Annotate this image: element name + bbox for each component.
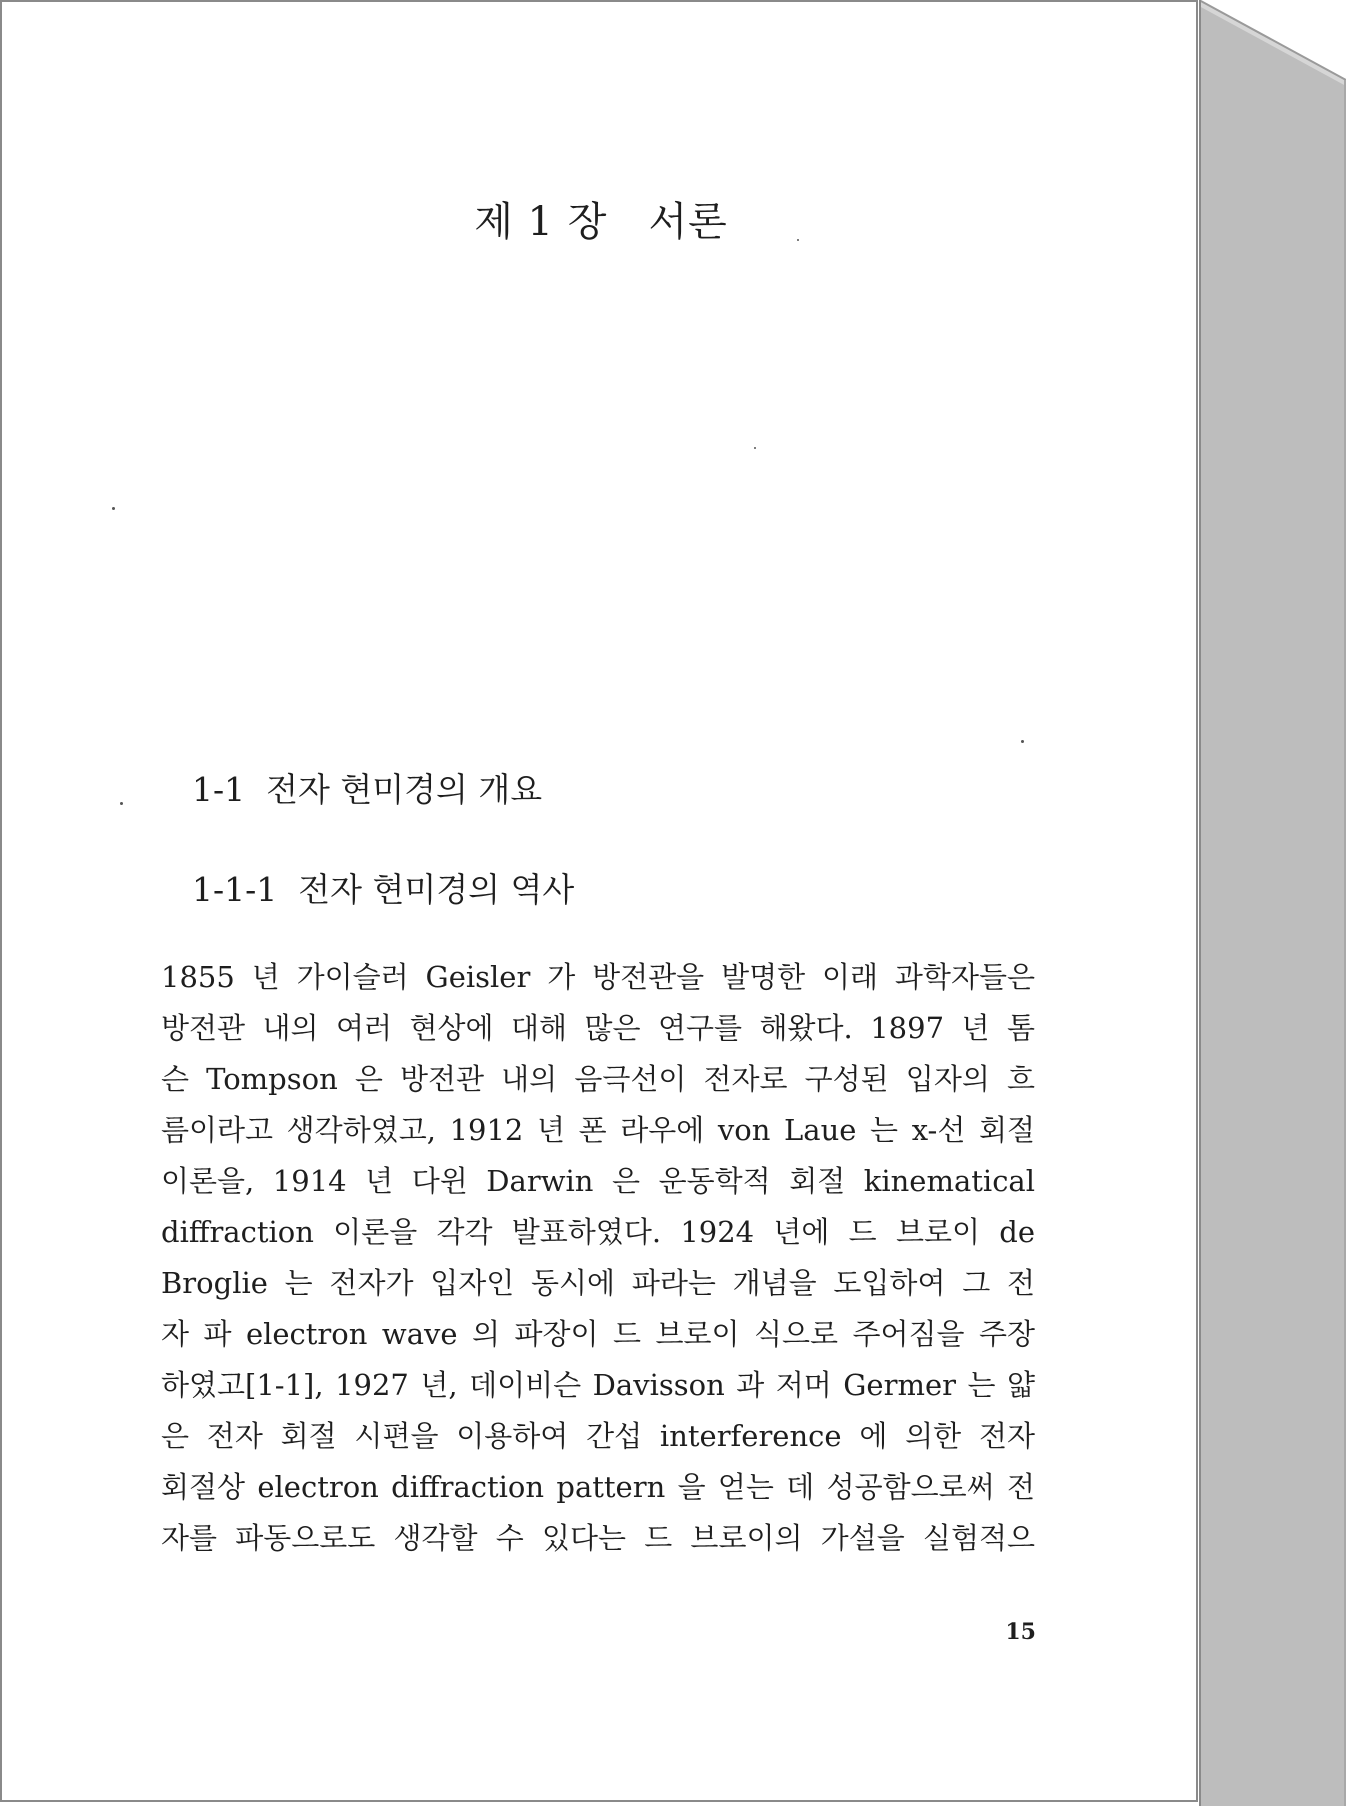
body-line: 방전관 내의 여러 현상에 대해 많은 연구를 해왔다. 1897 년 톰	[161, 1011, 1035, 1045]
body-line: 하였고[1-1], 1927 년, 데이비슨 Davisson 과 저머 Germer 는 얇	[161, 1368, 1035, 1402]
body-line: 회절상 electron diffraction pattern 을 얻는 데 성공함으로써 전	[161, 1470, 1035, 1504]
scan-speck	[797, 239, 799, 241]
page-number: 15	[1005, 1619, 1036, 1645]
scan-speck	[754, 447, 756, 449]
body-line: 이론을, 1914 년 다윈 Darwin 은 운동학적 회절 kinematical	[161, 1164, 1035, 1198]
body-line: 슨 Tompson 은 방전관 내의 음극선이 전자로 구성된 입자의 흐	[161, 1062, 1035, 1096]
body-line: 은 전자 회절 시편을 이용하여 간섭 interference 에 의한 전자	[161, 1419, 1035, 1453]
body-line: 자 파 electron wave 의 파장이 드 브로이 식으로 주어짐을 주장	[161, 1317, 1035, 1351]
body-paragraph	[161, 952, 1035, 1564]
chapter-title: 제 1 장 서론	[474, 199, 728, 245]
body-line: diffraction 이론을 각각 발표하였다. 1924 년에 드 브로이 de	[161, 1215, 1035, 1249]
scan-speck	[1021, 740, 1024, 743]
section-heading: 1-1 전자 현미경의 개요	[192, 770, 543, 809]
body-line: Broglie 는 전자가 입자인 동시에 파라는 개념을 도입하여 그 전	[161, 1266, 1035, 1300]
body-line: 자를 파동으로도 생각할 수 있다는 드 브로이의 가설을 실험적으	[161, 1521, 1035, 1555]
scan-speck	[120, 802, 123, 805]
body-line: 름이라고 생각하였고, 1912 년 폰 라우에 von Laue 는 x-선 회절	[161, 1113, 1035, 1147]
scan-speck	[112, 507, 115, 510]
book-edge	[1199, 0, 1346, 1806]
body-line: 1855 년 가이슬러 Geisler 가 방전관을 발명한 이래 과학자들은	[161, 960, 1035, 994]
subsection-heading: 1-1-1 전자 현미경의 역사	[192, 870, 575, 909]
